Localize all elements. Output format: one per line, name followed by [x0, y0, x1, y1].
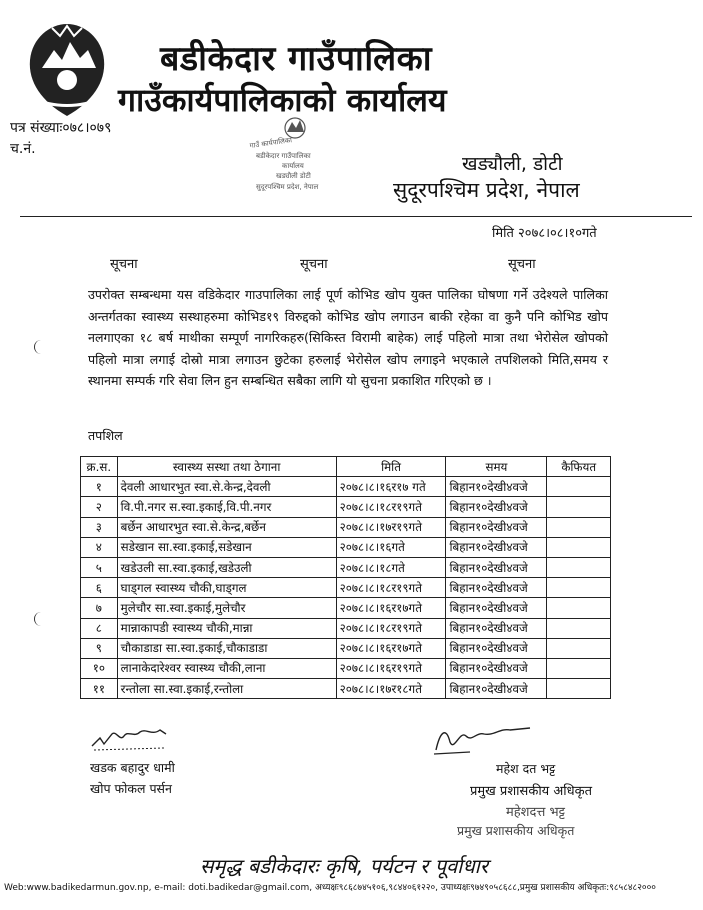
cell-time: बिहान१०देखी४वजे: [446, 578, 547, 598]
footer-contact: Web:www.badikedarmun.gov.np, e-mail: doti.badikedar@gmail.com, अध्यक्षः९८६८७४५१०६,९८४४०६१२२०, उपाध्यक्षः९७४९०५८६८८,प्रमुख प्रशासकीय अधिकृतः:९८५८४८२०००: [4, 883, 656, 893]
cell-serial: ५: [81, 557, 118, 577]
notice-label-2: सूचना: [300, 257, 328, 272]
cell-remarks: [547, 638, 611, 658]
cell-time: बिहान१०देखी४वजे: [446, 517, 547, 537]
cell-health-facility: घाड्गल स्वास्थ्य चौकी,घाड्गल: [117, 578, 336, 598]
cell-remarks: [547, 477, 611, 497]
cell-remarks: [547, 517, 611, 537]
stamp-line-4: खड्यौली डोटी: [276, 172, 311, 180]
vaccination-schedule-table: [80, 456, 611, 699]
cell-remarks: [547, 578, 611, 598]
table-row: [81, 517, 611, 537]
cell-date: २०७८।८।१८र१९गते: [336, 497, 446, 517]
cell-serial: ८: [81, 618, 118, 638]
office-title-line1: बडीकेदार गाउँपालिका: [160, 39, 433, 79]
dispatch-number: च.नं.: [10, 141, 36, 157]
cell-health-facility: सडेखान सा.स्वा.इकाई,सडेखान: [117, 537, 336, 557]
cell-remarks: [547, 658, 611, 678]
header-time: समय: [446, 457, 547, 477]
cell-health-facility: खडेउली सा.स्वा.इकाई,खडेउली: [117, 557, 336, 577]
cell-date: २०७८।८।१६गते: [336, 537, 446, 557]
header-remarks: कैफियत: [547, 457, 611, 477]
address-line2: सुदूरपश्चिम प्रदेश, नेपाल: [393, 178, 580, 202]
table-row: [81, 598, 611, 618]
cell-time: बिहान१०देखी४वजे: [446, 618, 547, 638]
notice-label-1: सूचना: [110, 257, 138, 272]
cell-time: बिहान१०देखी४वजे: [446, 658, 547, 678]
reference-number: पत्र संख्याः०७८।०७९: [10, 120, 112, 136]
cell-date: २०७८।८।१८गते: [336, 557, 446, 577]
table-row: [81, 537, 611, 557]
cell-health-facility: रन्तोला सा.स्वा.इकाई,रन्तोला: [117, 679, 336, 699]
cell-date: २०७८।८।१८र१९गते: [336, 618, 446, 638]
table-row: [81, 578, 611, 598]
cell-health-facility: चौकाडाडा सा.स्वा.इकाई,चौकाडाडा: [117, 638, 336, 658]
municipality-emblem: [22, 20, 112, 120]
cell-serial: ४: [81, 537, 118, 557]
header-health-facility: स्वास्थ्य सस्था तथा ठेगाना: [117, 457, 336, 477]
stamp-line-5: सुदूरपश्चिम प्रदेश, नेपाल: [256, 183, 319, 191]
table-row: [81, 679, 611, 699]
letter-date: मिति २०७८।०८।१०गते: [492, 226, 597, 241]
schedule-heading: तपशिल: [88, 428, 123, 443]
office-stamp: [236, 108, 354, 194]
cell-time: बिहान१०देखी४वजे: [446, 537, 547, 557]
signature-chief-officer: [430, 722, 535, 756]
cell-serial: ७: [81, 598, 118, 618]
cell-health-facility: मान्नाकापडी स्वास्थ्य चौकी,मान्ना: [117, 618, 336, 638]
focal-person-name: खडक बहादुर धामी: [90, 760, 175, 775]
cell-date: २०७८।८।१६र१९गते: [336, 658, 446, 678]
cell-serial: १०: [81, 658, 118, 678]
table-header-row: [81, 457, 611, 477]
cell-serial: ११: [81, 679, 118, 699]
cell-health-facility: मुलेचौर सा.स्वा.इकाई,मुलेचौर: [117, 598, 336, 618]
cell-time: बिहान१०देखी४वजे: [446, 598, 547, 618]
table-row: [81, 477, 611, 497]
cell-remarks: [547, 497, 611, 517]
cell-serial: ९: [81, 638, 118, 658]
chief-officer-stamp-name: महेशदत्त भट्ट: [506, 805, 566, 820]
cell-time: बिहान१०देखी४वजे: [446, 497, 547, 517]
signature-focal-person: [90, 724, 170, 754]
office-title-line2: गाउँकार्यपालिकाको कार्यालय: [118, 81, 447, 119]
cell-health-facility: बर्छेन आधारभुत स्वा.से.केन्द्र,बर्छेन: [117, 517, 336, 537]
header-date: मिति: [336, 457, 446, 477]
header-divider: [20, 216, 692, 217]
table-row: [81, 497, 611, 517]
cell-remarks: [547, 679, 611, 699]
chief-officer-role: प्रमुख प्रशासकीय अधिकृत: [470, 784, 593, 799]
cell-date: २०७८।८।१६र१७ गते: [336, 477, 446, 497]
cell-date: २०७८।८।१७र१८गते: [336, 679, 446, 699]
table-row: [81, 658, 611, 678]
cell-serial: १: [81, 477, 118, 497]
stamp-line-1: गाउँ कार्यपालिका: [249, 136, 293, 150]
notice-body: उपरोक्त सम्बन्धमा यस वडिकेदार गाउपालिका लाई पूर्ण कोभिड खोप युक्त पालिका घोषणा गर्ने उदेश्यले पालिका अन्तर्गतका स्वास्थ्य सस्थाहरुमा कोभिड१९ विरुद्दको कोभिड खोप लगाउन बाकी रहेका वा कुनै पनि कोभिड खोप नलगाएका १८ बर्ष माथीका सम्पूर्ण नागरिकहरु(सिकिस्त विरामी बाहेक) लाई पहिलो मात्रा तथा भेरोसेल खोपको पहिलो मात्रा लगाई दोस्रो मात्रा लगाउन छुटेका हरुलाई भेरोसेल खोप लगाइने भएकाले तपशिलको मिति,समय र स्थानमा सम्पर्क गरि सेवा लिन हुन सम्बन्धित सबैका लागि यो सुचना प्रकाशित गरिएको छ ।: [88, 287, 608, 389]
cell-health-facility: वि.पी.नगर स.स्वा.इकाई,वि.पी.नगर: [117, 497, 336, 517]
cell-date: २०७८।८।१७र१९गते: [336, 517, 446, 537]
margin-mark: [34, 612, 45, 626]
cell-date: २०७८।८।१६र१७गते: [336, 638, 446, 658]
cell-date: २०७८।८।१८र१९गते: [336, 578, 446, 598]
stamp-line-3: कार्यालय: [282, 162, 304, 170]
chief-officer-stamp-role: प्रमुख प्रशासकीय अधिकृत: [457, 823, 575, 838]
stamp-line-2: बडीकेदार गाउँपालिका: [256, 152, 311, 160]
margin-mark: [34, 340, 45, 354]
cell-time: बिहान१०देखी४वजे: [446, 638, 547, 658]
cell-time: बिहान१०देखी४वजे: [446, 477, 547, 497]
table-row: [81, 557, 611, 577]
cell-serial: ६: [81, 578, 118, 598]
cell-time: बिहान१०देखी४वजे: [446, 557, 547, 577]
notice-label-3: सूचना: [508, 257, 536, 272]
table-row: [81, 638, 611, 658]
header-serial: क्र.स.: [81, 457, 118, 477]
cell-time: बिहान१०देखी४वजे: [446, 679, 547, 699]
address-line1: खड्यौली, डोटी: [462, 153, 563, 175]
cell-date: २०७८।८।१६र१७गते: [336, 598, 446, 618]
cell-remarks: [547, 598, 611, 618]
cell-remarks: [547, 557, 611, 577]
cell-serial: ३: [81, 517, 118, 537]
focal-person-role: खोप फोकल पर्सन: [90, 781, 172, 796]
cell-remarks: [547, 537, 611, 557]
table-row: [81, 618, 611, 638]
cell-health-facility: लानाकेदारेश्वर स्वास्थ्य चौकी,लाना: [117, 658, 336, 678]
cell-remarks: [547, 618, 611, 638]
chief-officer-name: महेश दत भट्ट: [496, 761, 556, 776]
cell-serial: २: [81, 497, 118, 517]
cell-health-facility: देवली आधारभुत स्वा.से.केन्द्र,देवली: [117, 477, 336, 497]
municipality-slogan: समृद्ध बडीकेदारः कृषि, पर्यटन र पूर्वाधार: [200, 854, 489, 878]
